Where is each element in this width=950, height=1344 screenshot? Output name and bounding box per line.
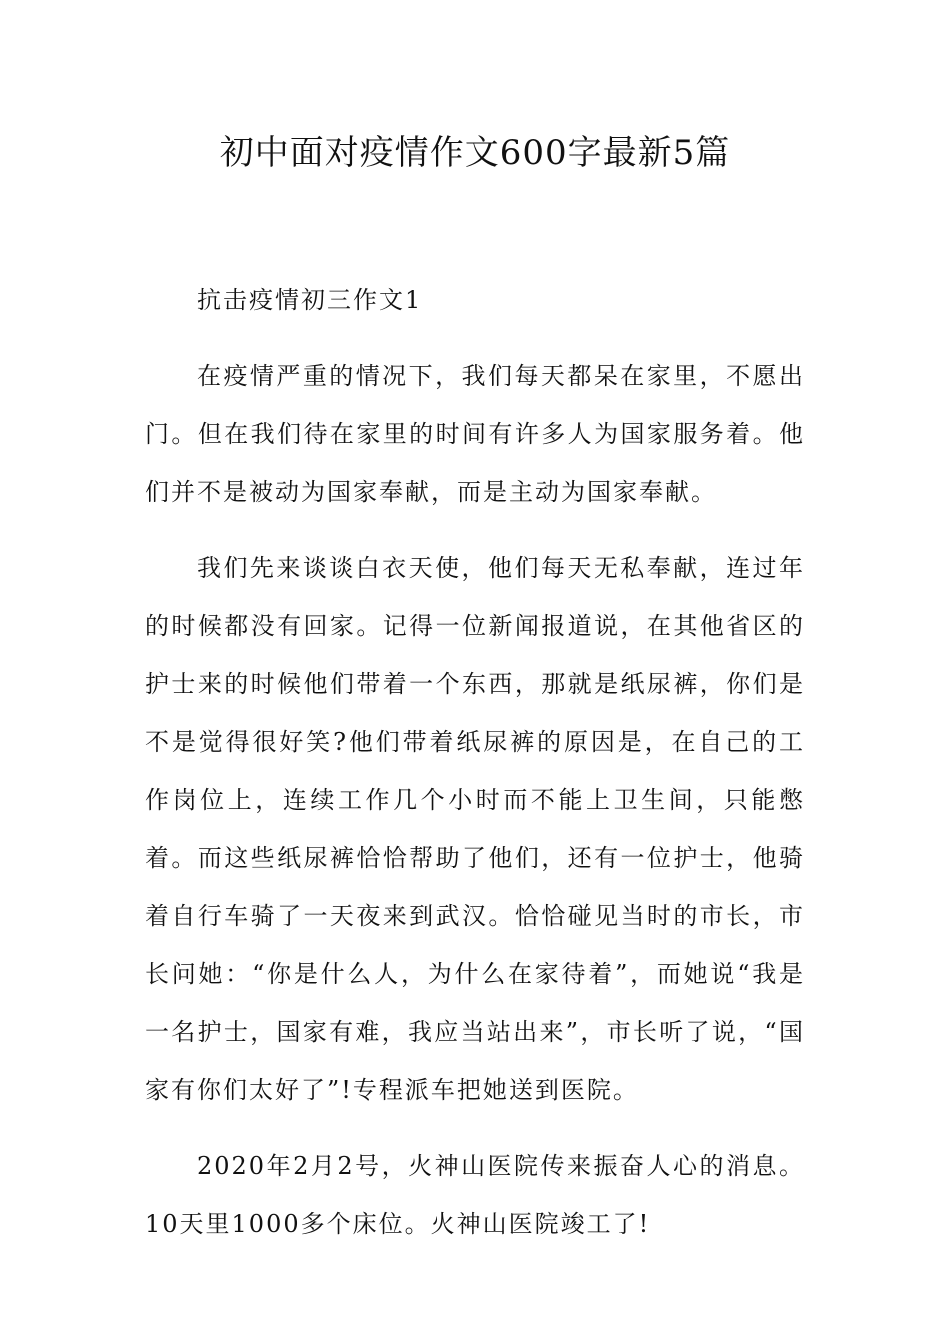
paragraph-1: 在疫情严重的情况下，我们每天都呆在家里，不愿出门。但在我们待在家里的时间有许多人为国家服务着。他们并不是被动为国家奉献，而是主动为国家奉献。: [145, 362, 805, 506]
document-body: [145, 271, 805, 1271]
paragraph-3: 2020年2月2号，火神山医院传来振奋人心的消息。10天里1000多个床位。火神山医院竣工了!: [145, 1152, 805, 1238]
document-title: 初中面对疫情作文600字最新5篇: [219, 133, 731, 173]
section-heading: 抗击疫情初三作文1: [197, 286, 423, 314]
paragraph-2: 我们先来谈谈白衣天使，他们每天无私奉献，连过年的时候都没有回家。记得一位新闻报道说，在其他省区的护士来的时候他们带着一个东西，那就是纸尿裤，你们是不是觉得很好笑?他们带着纸尿裤的原因是，在自己的工作岗位上，连续工作几个小时而不能上卫生间，只能憋着。而这些纸尿裤恰恰帮助了他们，还有一位护士，他骑着自行车骑了一天夜来到武汉。恰恰碰见当时的市长，市长问她：“你是什么人，为什么在家待着”，而她说“我是一名护士，国家有难，我应当站出来”，市长听了说，“国家有你们太好了”!专程派车把她送到医院。: [145, 554, 805, 1104]
